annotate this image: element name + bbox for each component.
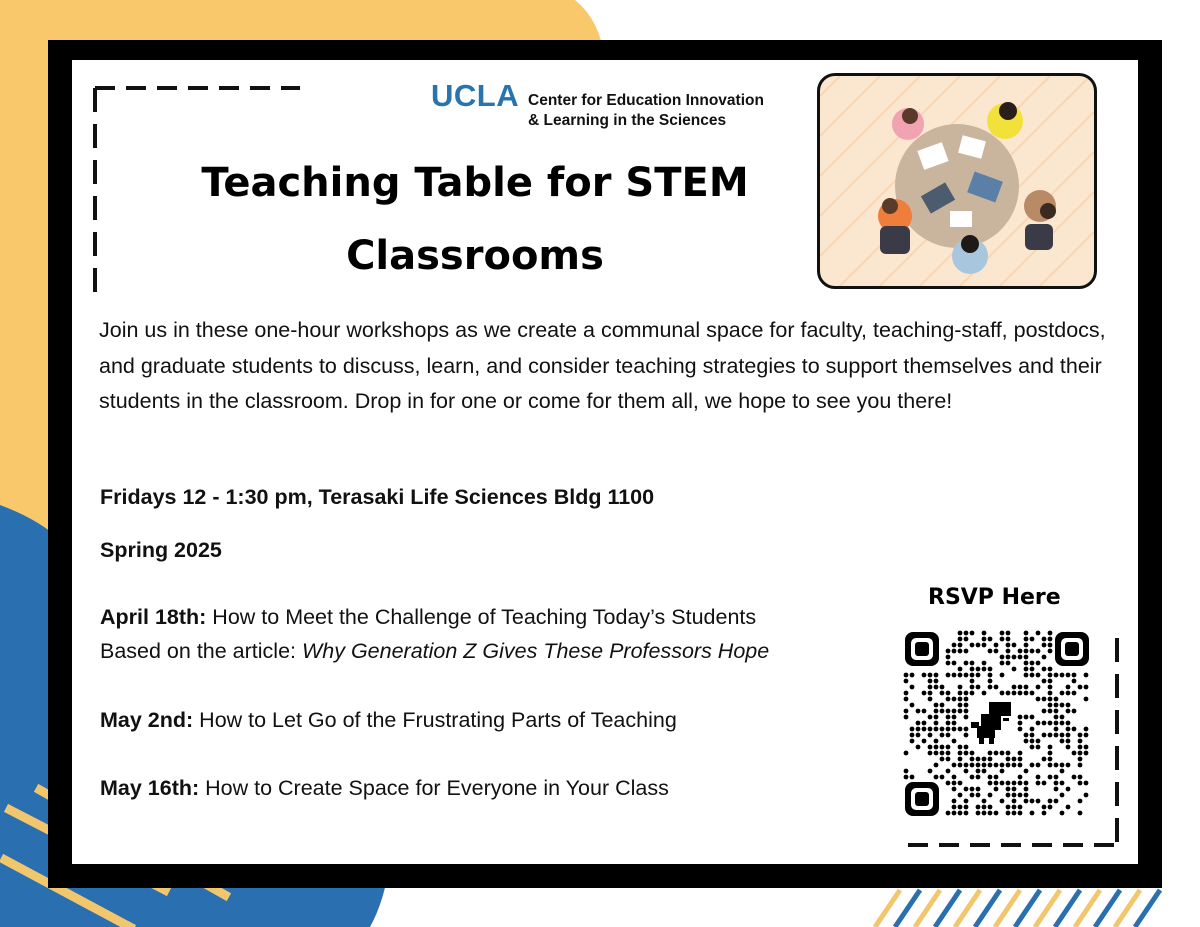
session-item-april-18: [100, 605, 756, 630]
page-title-line1: Teaching Table for STEM: [201, 160, 749, 206]
article-prefix: Based on the article:: [100, 639, 302, 663]
article-title: Why Generation Z Gives These Professors Hope: [301, 639, 770, 663]
rsvp-heading: RSVP Here: [928, 585, 1061, 610]
session-date: May 16th:: [100, 776, 200, 800]
session-topic: How to Create Space for Everyone in Your Class: [199, 776, 669, 800]
schedule-line: Fridays 12 - 1:30 pm, Terasaki Life Sciences Bldg 1100: [100, 485, 655, 509]
session-topic: How to Meet the Challenge of Teaching Today’s Students: [206, 605, 757, 629]
session-date: May 2nd:: [100, 708, 194, 732]
session-item-may-2: [100, 708, 677, 733]
qr-code-icon[interactable]: [903, 630, 1091, 818]
ceils-name-line1: Center for Education Innovation: [528, 92, 764, 109]
ceils-name-line2: & Learning in the Sciences: [528, 112, 727, 129]
ucla-logo: UCLA: [431, 78, 520, 113]
session-date: April 18th:: [100, 605, 207, 629]
page-title-line2: Classrooms: [346, 233, 604, 279]
session-article-line: [100, 639, 769, 664]
term-line: Spring 2025: [100, 538, 222, 562]
round-table-illustration: [817, 73, 1097, 289]
intro-paragraph: Join us in these one-hour workshops as we create a communal space for faculty, teaching-staff, postdocs, and graduate students to discuss, learn, and consider teaching strategies to support themselves and their students in the classroom. Drop in for one or come for them all, we hope to see you there!: [99, 318, 1106, 413]
session-item-may-16: [100, 776, 669, 801]
session-topic: How to Let Go of the Frustrating Parts of Teaching: [193, 708, 677, 732]
